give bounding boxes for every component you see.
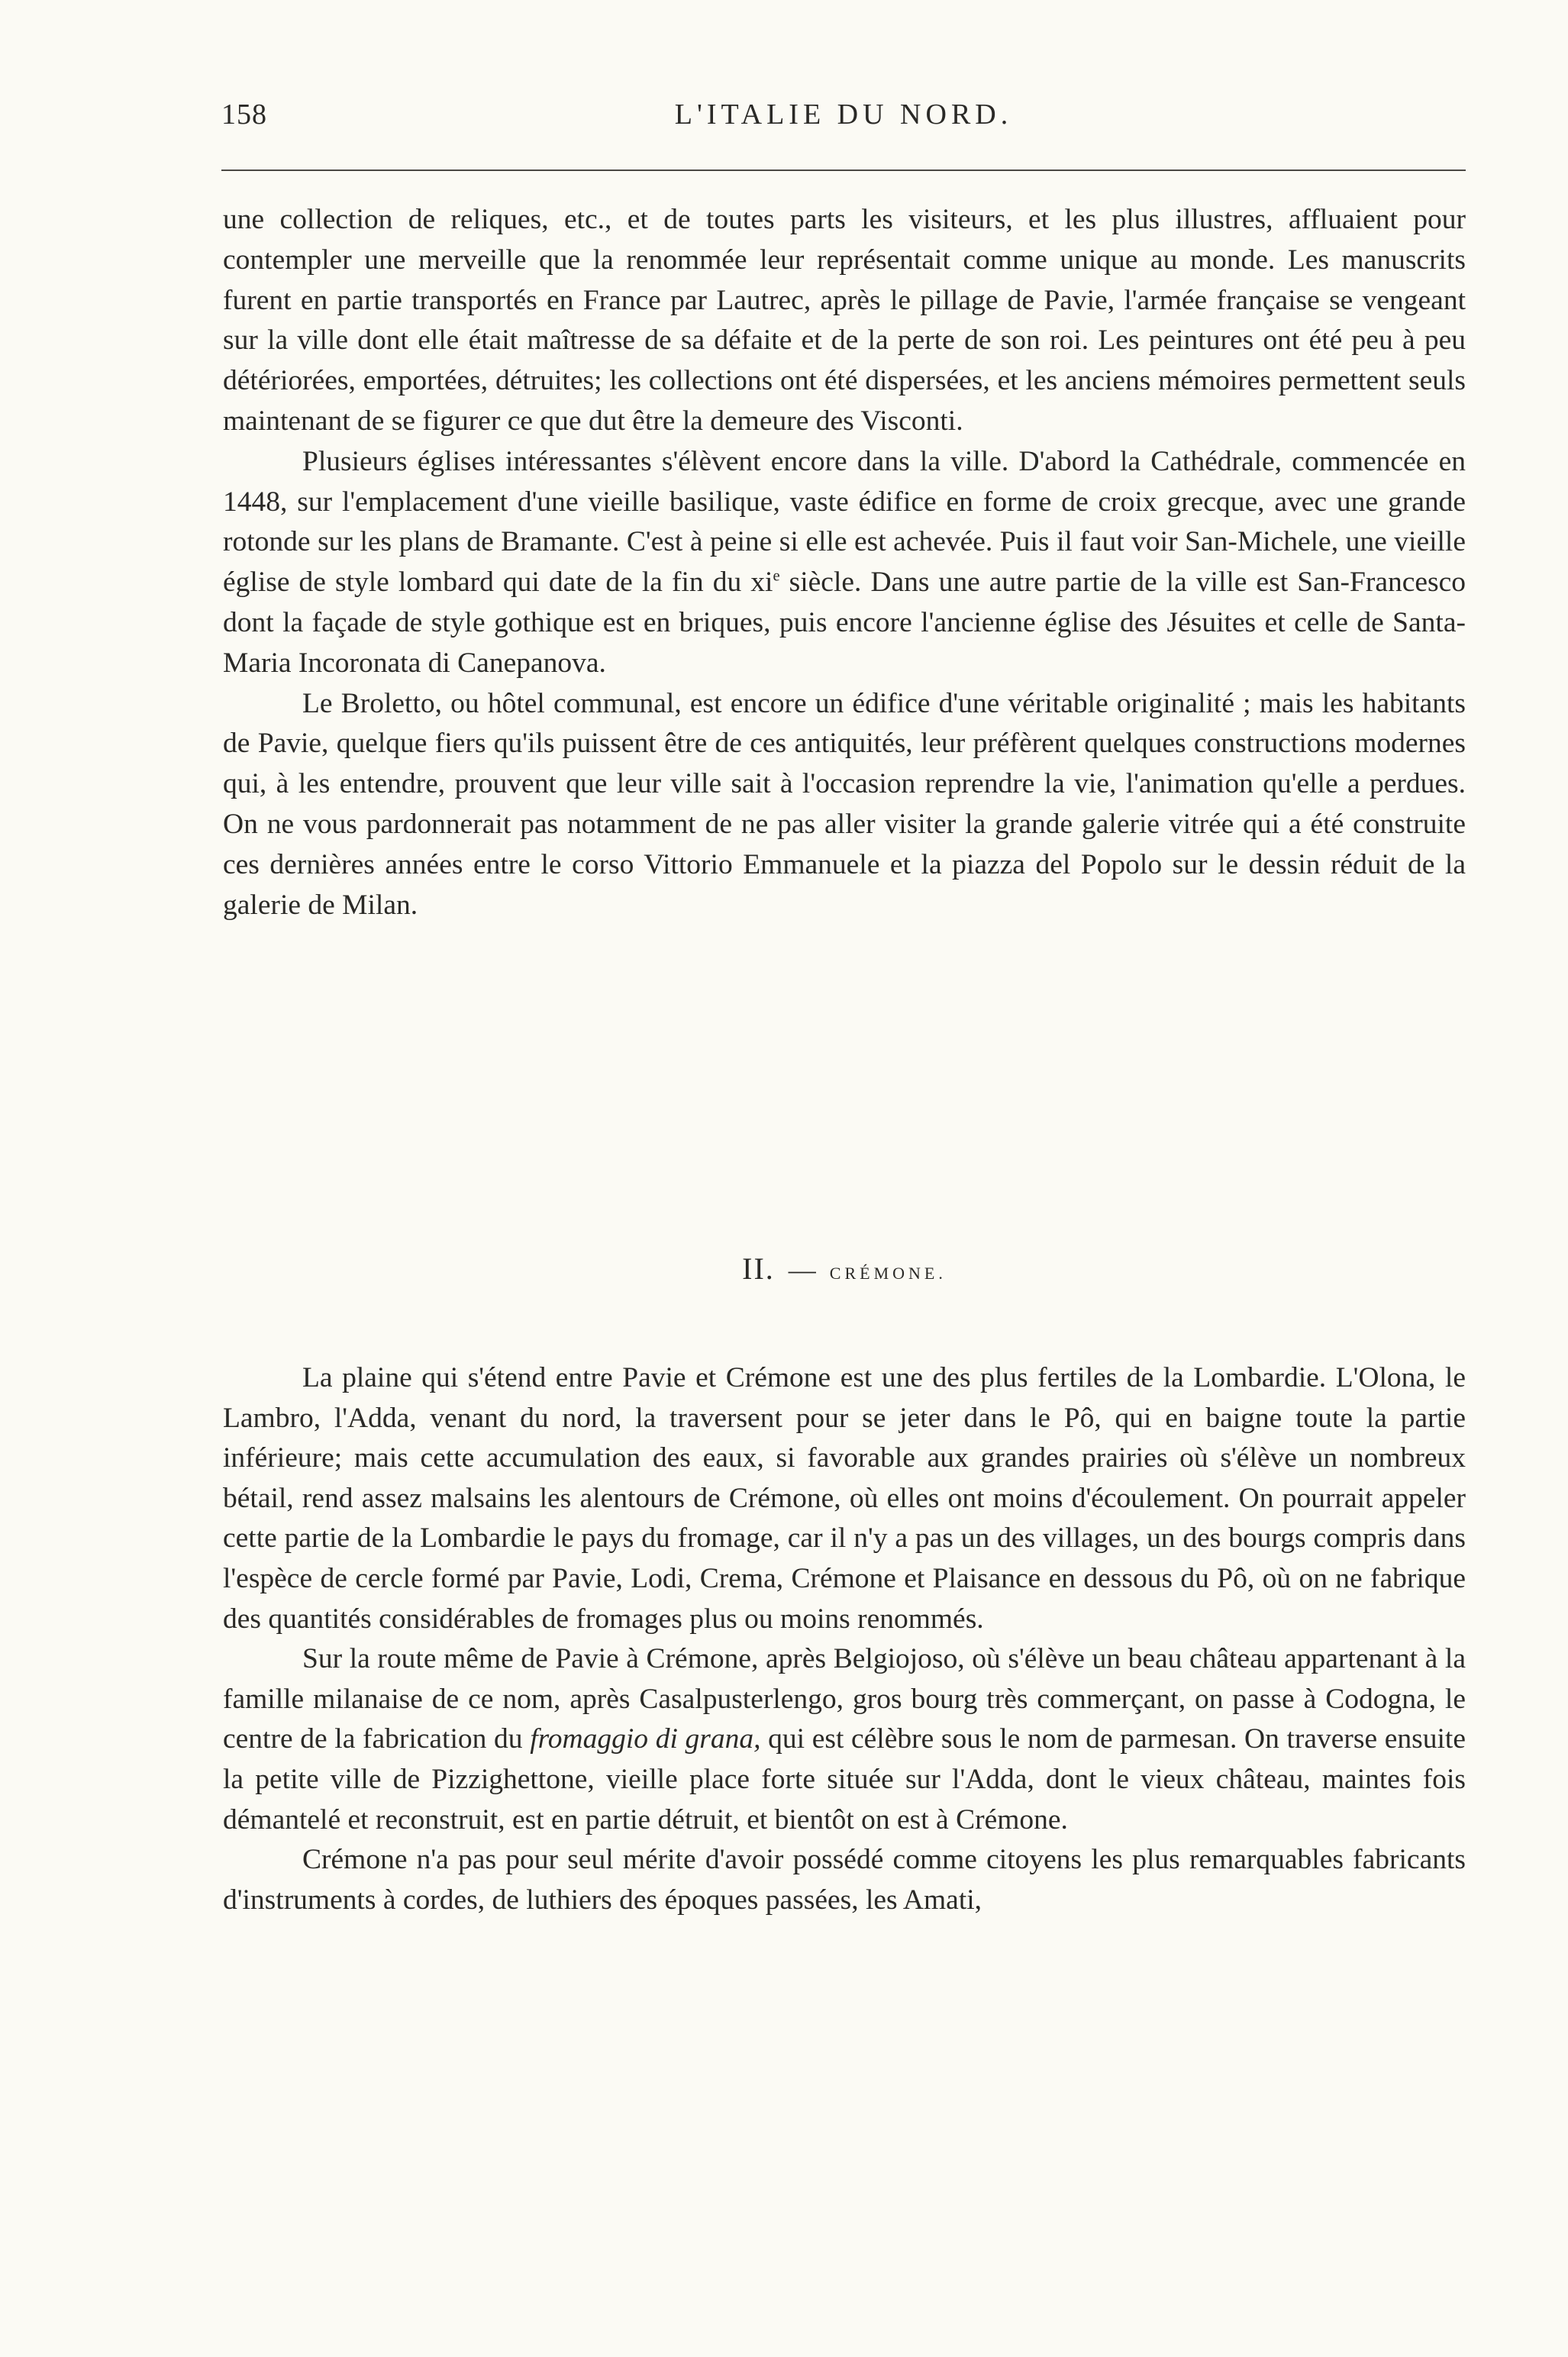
running-title: L'ITALIE DU NORD.	[674, 98, 1013, 131]
section-dash: —	[788, 1254, 816, 1285]
section-heading	[223, 1251, 1466, 1287]
body-text-section-b	[223, 1358, 1466, 1920]
paragraph: Le Broletto, ou hôtel communal, est encore un édifice d'une véritable originalité ; mais les habitants de Pavie, quelque fiers qu'ils puissent être de ces antiquités, leur préfèrent quelques constructions modernes qui, à les entendre, prouvent que leur ville sait à l'occasion reprendre la vie, l'animation qu'elle a perdues. On ne vous pardonnerait pas notamment de ne pas aller visiter la grande galerie vitrée qui a été construite ces dernières années entre le corso Vittorio Emmanuele et la piazza del Popolo sur le dessin réduit de la galerie de Milan.	[223, 687, 1466, 921]
page-number: 158	[221, 98, 267, 131]
paragraph-text: Sur la route même de Pavie à Crémone, après Belgiojoso, où s'élève un beau château appartenant à la famille milanaise de ce nom, après Casalpusterlengo, gros bourg très commerçant, on passe à Codogna, le centre de la fabrication du	[223, 1643, 1466, 1755]
body-text-section-a	[223, 200, 1466, 925]
paragraph-text: qui est célèbre sous le nom de parmesan. On traverse ensuite la petite ville de Pizzighettone, vieille place forte située sur l'Adda, dont le vieux château, maintes fois démantelé et reconstruit, est en partie détruit, et bientôt on est à Crémone.	[223, 1723, 1466, 1836]
paragraph	[223, 1639, 1466, 1840]
paragraph: une collection de reliques, etc., et de toutes parts les visiteurs, et les plus illustres, affluaient pour contempler une merveille que la renommée leur représentait comme unique au monde. Les manuscrits furent en partie transportés en France par Lautrec, après le pillage de Pavie, l'armée française se vengeant sur la ville dont elle était maîtresse de sa défaite et de la perte de son roi. Les peintures ont été peu à peu détériorées, emportées, détruites; les collections ont été dispersées, et les anciens mémoires permettent seuls maintenant de se figurer ce que dut être la demeure des Visconti.	[223, 204, 1466, 437]
paragraph	[223, 442, 1466, 684]
section-title: CRÉMONE.	[829, 1264, 947, 1283]
paragraph: La plaine qui s'étend entre Pavie et Crémone est une des plus fertiles de la Lombardie. L'Olona, le Lambro, l'Adda, venant du nord, la traversent pour se jeter dans le Pô, qui en baigne toute la partie inférieure; mais cette accumulation des eaux, si favorable aux grandes prairies où s'élève un nombreux bétail, rend assez malsains les alentours de Crémone, où elles ont moins d'écoulement. On pourrait appeler cette partie de la Lombardie le pays du fromage, car il n'y a pas un des villages, un des bourgs compris dans l'espèce de cercle formé par Pavie, Lodi, Crema, Crémone et Plaisance en dessous du Pô, où on ne fabrique des quantités considérables de fromages plus ou moins renommés.	[223, 1362, 1466, 1635]
superscript: e	[773, 567, 780, 585]
section-numeral: II.	[742, 1251, 775, 1286]
paragraph-text: siècle. Dans une autre partie de la ville est San-Francesco dont la façade de style gothique est en briques, puis encore l'ancienne église des Jésuites et celle de Santa-Maria Incoronata di Canepanova.	[223, 567, 1466, 679]
page-header	[221, 98, 1466, 144]
paragraph-text: Plusieurs églises intéressantes s'élèvent encore dans la ville. D'abord la Cathédrale, commencée en 1448, sur l'emplacement d'une vieille basilique, vaste édifice en forme de croix grecque, avec une grande rotonde sur les plans de Bramante. C'est à peine si elle est achevée. Puis il faut voir San-Michele, une vieille église de style lombard qui date de la fin du xi	[223, 445, 1466, 599]
italic-term: fromaggio di grana,	[530, 1723, 761, 1755]
paragraph: Crémone n'a pas pour seul mérite d'avoir possédé comme citoyens les plus remarquables fabricants d'instruments à cordes, de luthiers des époques passées, les Amati,	[223, 1844, 1466, 1916]
header-rule	[221, 170, 1466, 171]
